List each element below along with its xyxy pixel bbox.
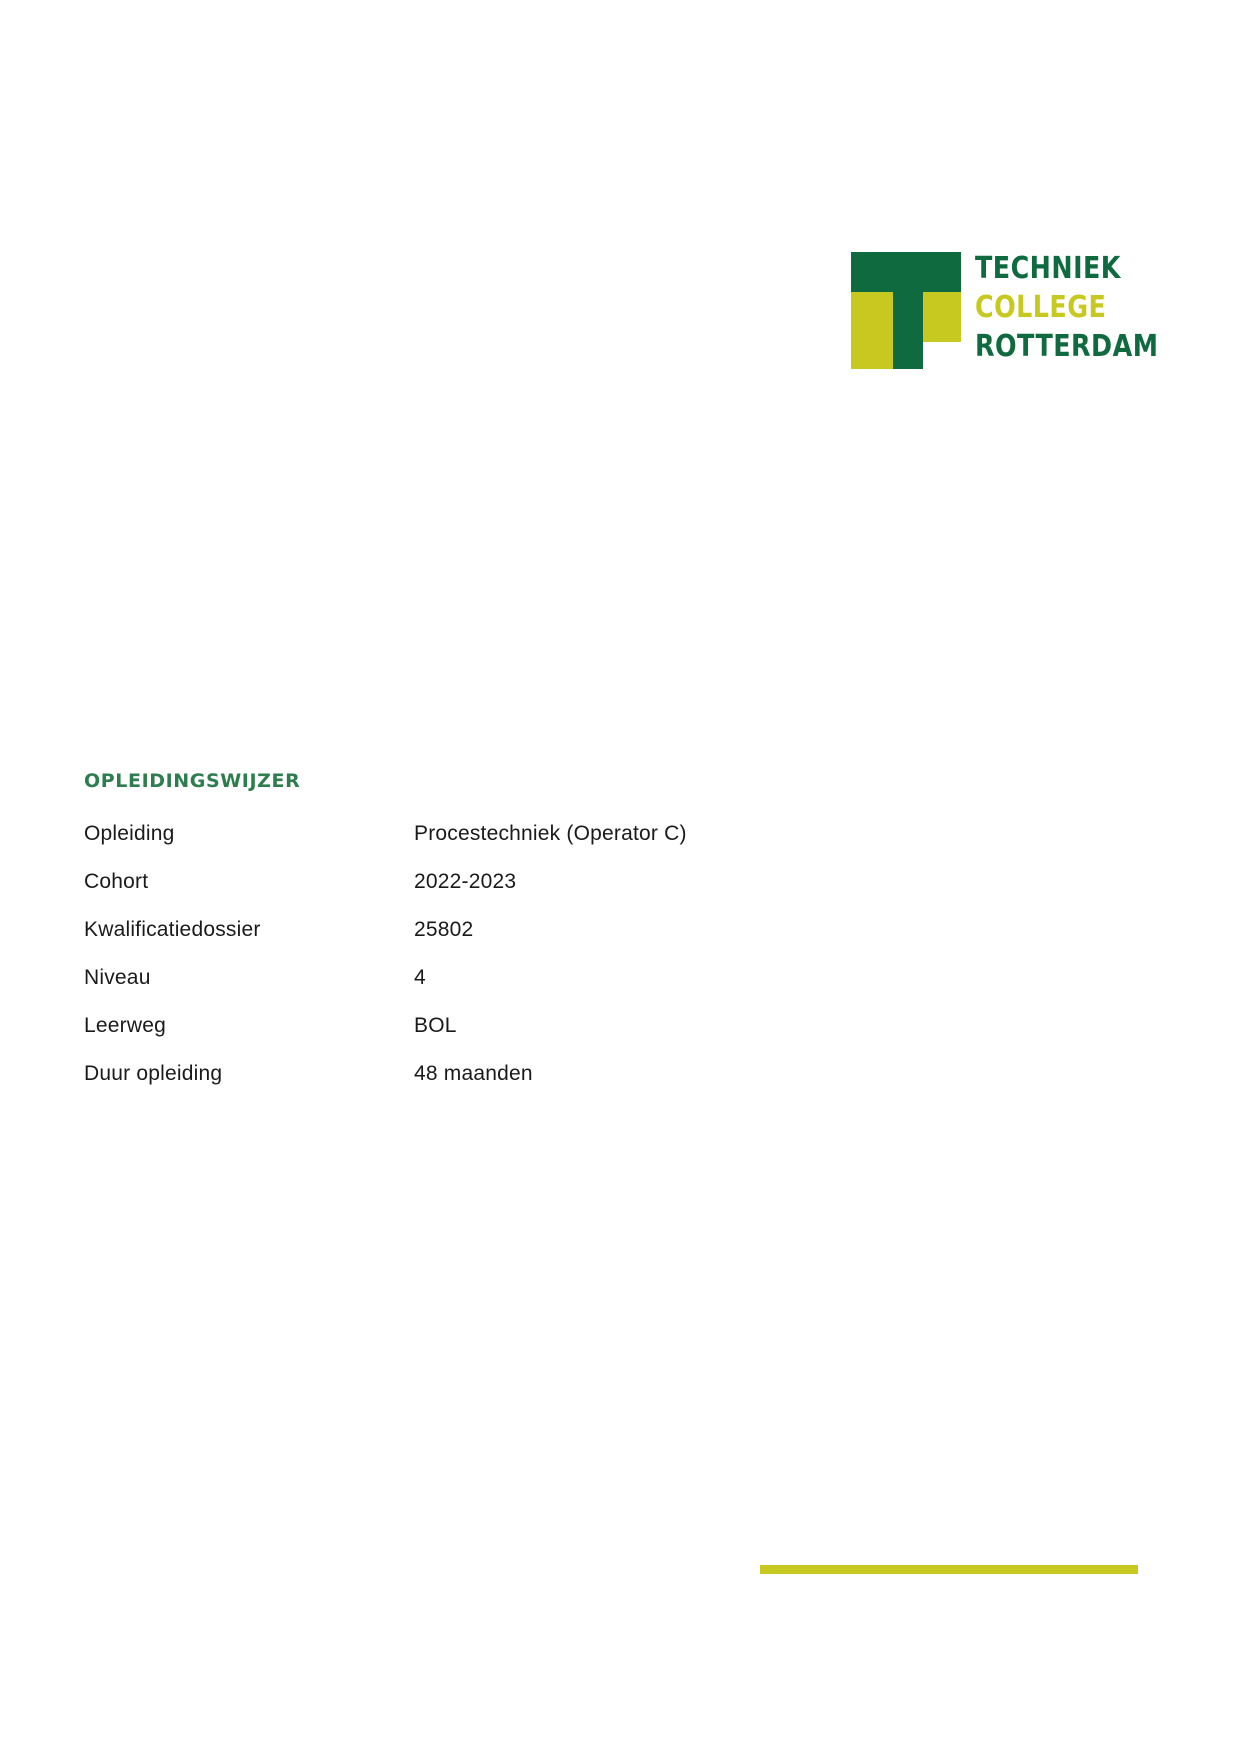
logo-shape-t-stem [893, 292, 923, 369]
logo-word-line-2: COLLEGE [975, 290, 1107, 325]
info-label-cohort: Cohort [84, 870, 149, 893]
info-label-opleiding: Opleiding [84, 822, 175, 845]
logo [851, 251, 1159, 372]
info-value-opleiding: Procestechniek (Operator C) [414, 822, 687, 845]
info-row [84, 918, 984, 942]
info-value-cohort: 2022-2023 [414, 870, 517, 893]
info-row [84, 1014, 984, 1038]
techniek-college-rotterdam-mark-icon [851, 252, 961, 369]
logo-shape-right-block [923, 292, 961, 342]
info-label-niveau: Niveau [84, 966, 151, 989]
info-row [84, 966, 984, 990]
info-value-kwalificatiedossier: 25802 [414, 918, 474, 941]
logo-wordmark [975, 252, 1170, 371]
logo-shape-left-square [851, 292, 893, 369]
footer-accent-rule [760, 1565, 1138, 1574]
info-row [84, 1062, 984, 1086]
info-value-niveau: 4 [414, 966, 426, 989]
logo-word-line-1: TECHNIEK [975, 251, 1121, 286]
info-row [84, 870, 984, 894]
info-label-duur-opleiding: Duur opleiding [84, 1062, 223, 1085]
info-value-leerweg: BOL [414, 1014, 457, 1037]
info-label-kwalificatiedossier: Kwalificatiedossier [84, 918, 261, 941]
info-label-leerweg: Leerweg [84, 1014, 166, 1037]
info-value-duur-opleiding: 48 maanden [414, 1062, 533, 1085]
page-title: OPLEIDINGSWIJZER [84, 770, 301, 792]
logo-word-line-3: ROTTERDAM [975, 329, 1159, 364]
logo-shape-top-bar [851, 252, 961, 292]
info-row [84, 822, 984, 846]
document-body [84, 770, 984, 1110]
